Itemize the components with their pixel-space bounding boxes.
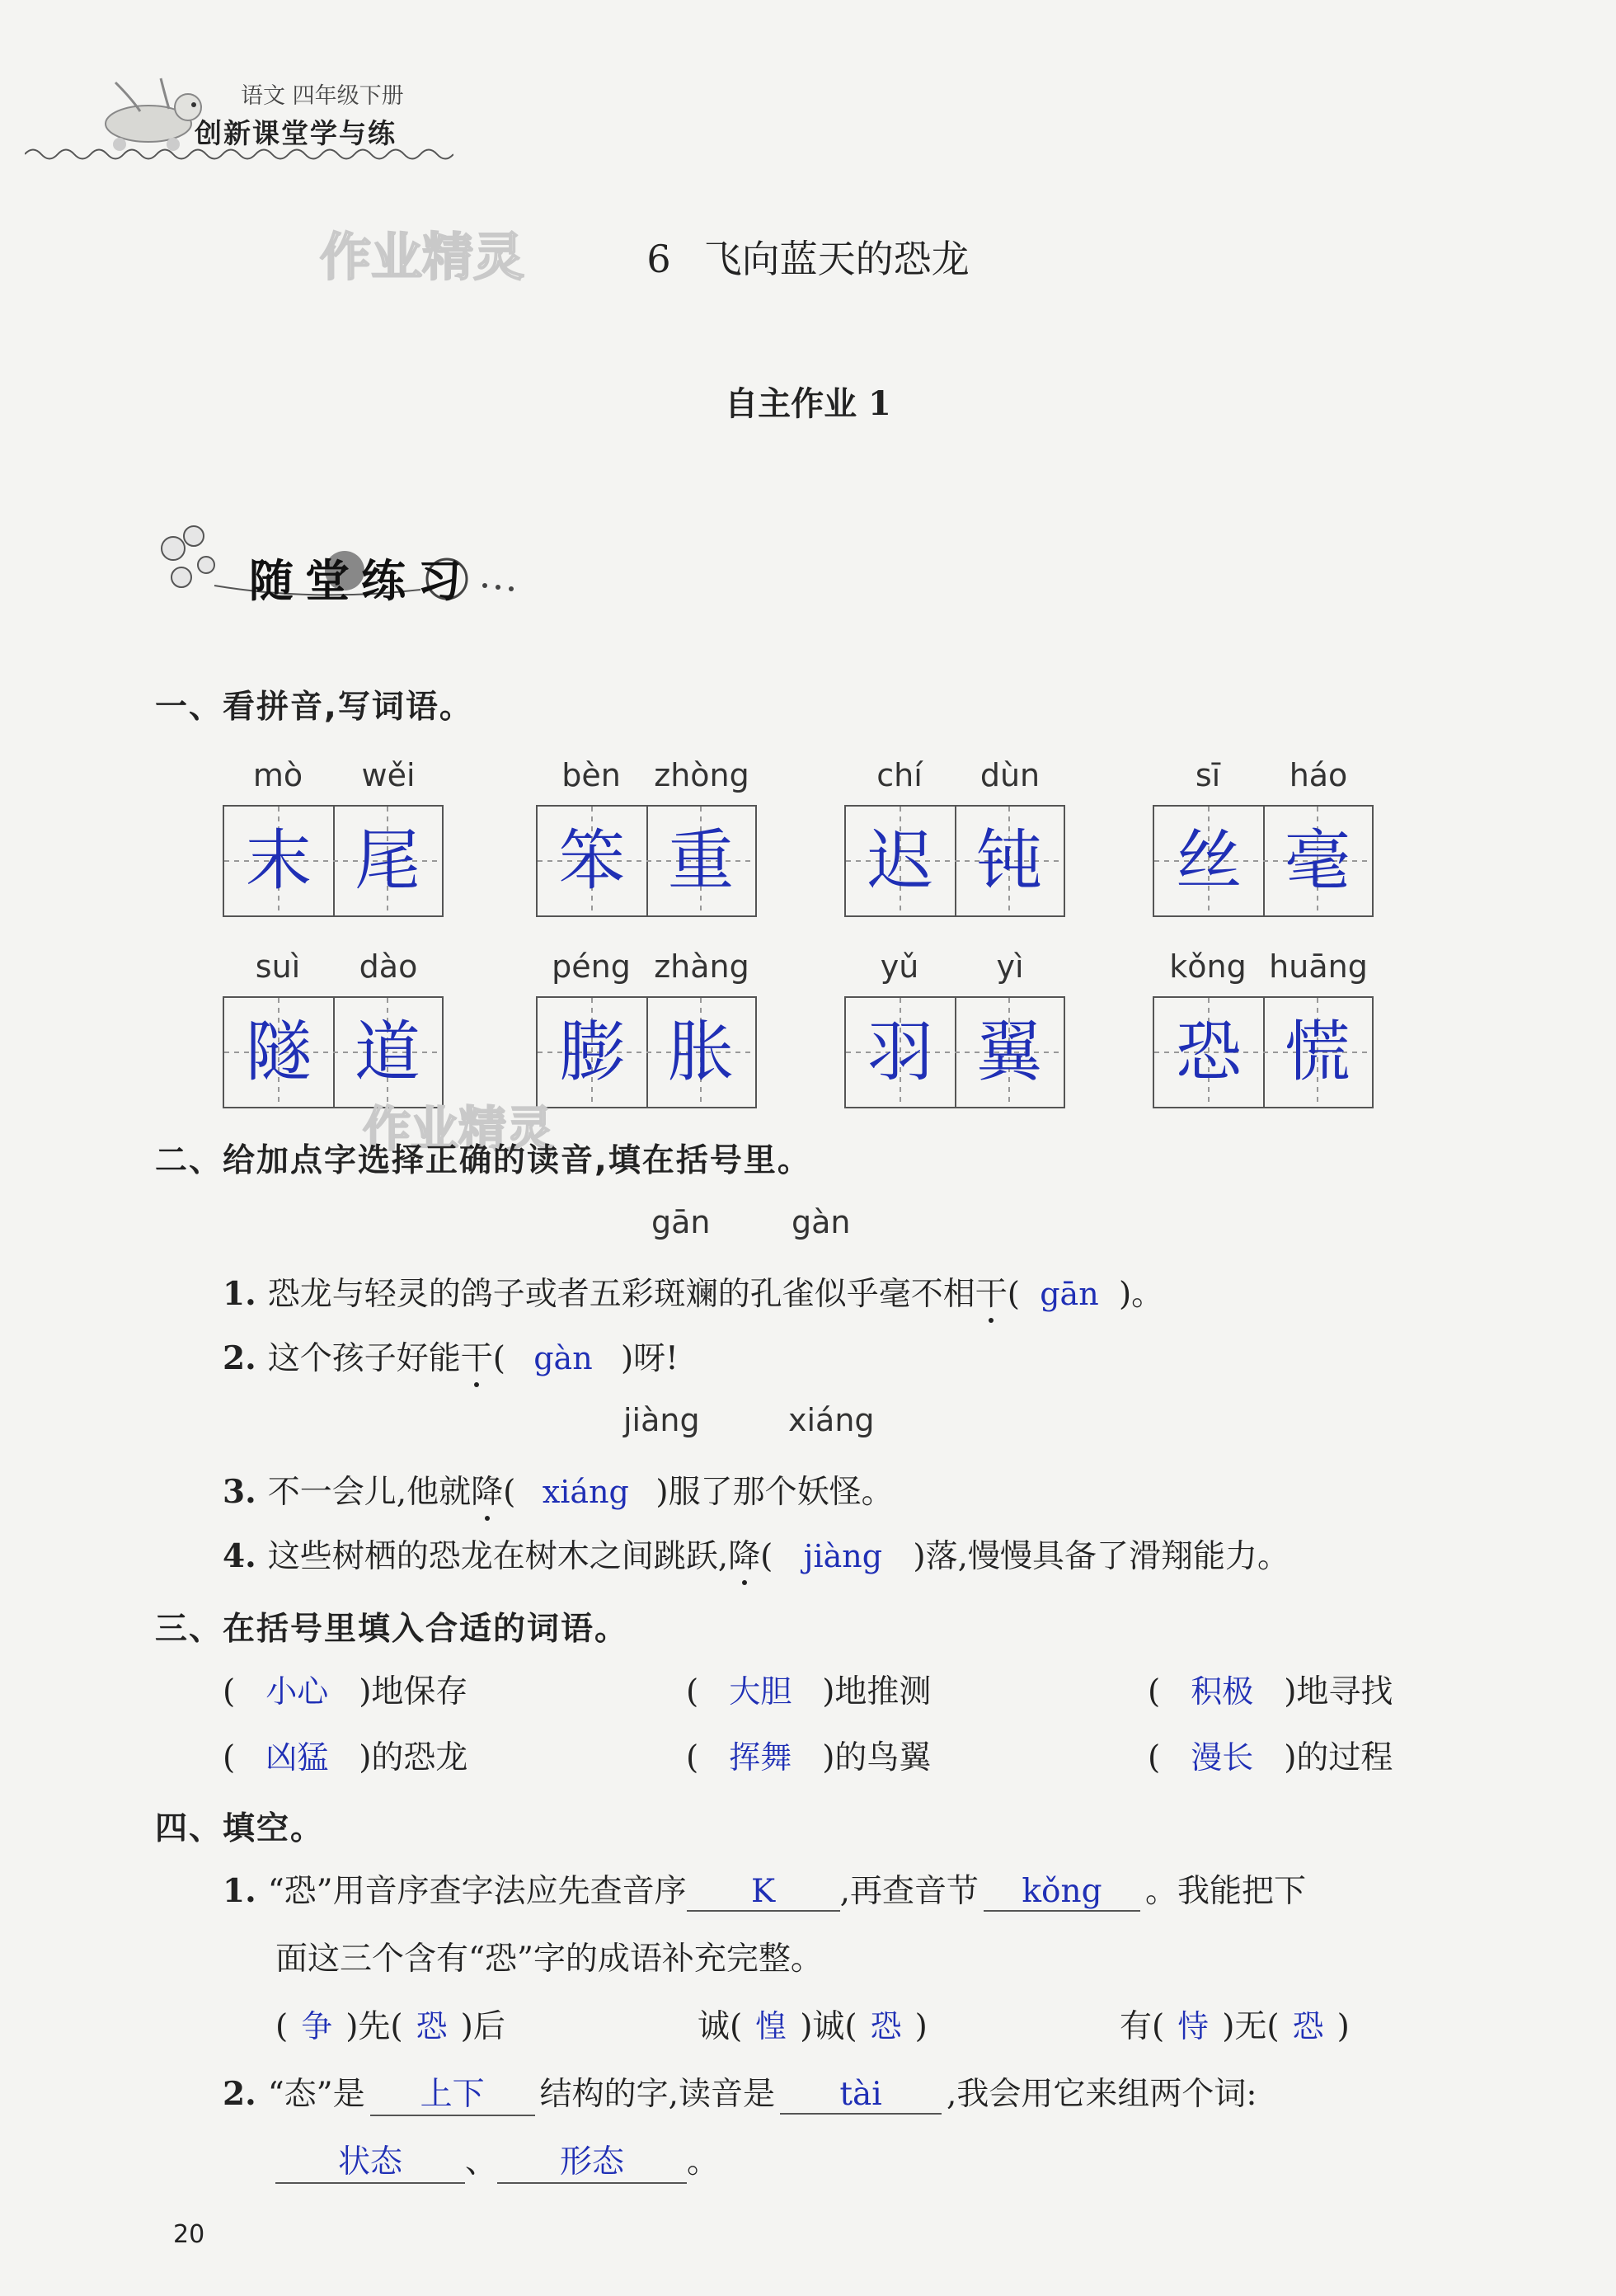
section2-title: 二、给加点字选择正确的读音,填在括号里。 (155, 1142, 811, 1179)
writing-grid (844, 996, 1065, 1108)
word-fill-4: ( 凶猛 )的恐龙 (223, 1739, 468, 1776)
written-character: 膨 (559, 1014, 625, 1090)
written-character: 丝 (1176, 822, 1242, 899)
written-character: 重 (668, 822, 734, 899)
writing-grid (1153, 805, 1374, 917)
watermark-top: 作业精灵 (320, 227, 525, 287)
pinyin-row (1153, 757, 1374, 807)
pinyin-row (223, 757, 444, 807)
written-character: 尾 (355, 822, 420, 899)
writing-cell[interactable] (333, 807, 442, 915)
section3-title: 三、在括号里填入合适的词语。 (155, 1611, 629, 1648)
answer-blank[interactable]: K (687, 1873, 840, 1912)
answer-blank[interactable]: 上下 (370, 2068, 535, 2116)
pinyin-row (1153, 948, 1374, 998)
answer-blank[interactable]: 状态 (275, 2136, 465, 2184)
page-number: 20 (173, 2220, 205, 2249)
answer-blank[interactable]: 形态 (497, 2136, 687, 2184)
pinyin-text: zhàng (654, 948, 749, 985)
writing-grid (1153, 996, 1374, 1108)
section4-title: 四、填空。 (155, 1810, 325, 1847)
written-character: 慌 (1285, 1014, 1351, 1090)
lesson-title (0, 229, 1616, 284)
written-character: 隧 (246, 1014, 312, 1090)
answer-blank[interactable]: gān (1040, 1276, 1099, 1312)
written-character: 胀 (668, 1014, 734, 1090)
idiom-1: ( 争 )先( 恐 )后 (275, 2008, 505, 2045)
pinyin-text: wěi (361, 757, 416, 793)
pinyin-text: zhòng (654, 757, 749, 793)
options2-a: jiàng (623, 1402, 700, 1438)
pinyin-text: suì (255, 948, 301, 985)
writing-cell[interactable] (1154, 998, 1265, 1107)
answer-blank[interactable]: xiáng (542, 1474, 629, 1510)
written-character: 末 (246, 822, 312, 899)
writing-cell[interactable] (224, 807, 335, 915)
question-2-2: 2. 这个孩子好能干( gàn )呀! (223, 1339, 679, 1377)
question-2-1: 1. 恐龙与轻灵的鸽子或者五彩斑斓的孔雀似乎毫不相干( gān )。 (223, 1275, 1164, 1313)
pinyin-row (536, 948, 757, 998)
writing-cell[interactable] (1263, 807, 1372, 915)
writing-cell[interactable] (1154, 807, 1265, 915)
idiom-2: 诚( 惶 )诚( 恐 ) (698, 2008, 928, 2045)
pinyin-row (536, 757, 757, 807)
written-character: 恐 (1176, 1014, 1242, 1090)
writing-cell[interactable] (646, 998, 755, 1107)
question-2-3: 3. 不一会儿,他就降( xiáng )服了那个妖怪。 (223, 1473, 894, 1511)
header-book-title: 创新课堂学与练 (195, 117, 397, 149)
dotted-char: 干 (975, 1276, 1008, 1313)
writing-cell[interactable] (955, 807, 1064, 915)
section1-title: 一、看拼音,写词语。 (155, 689, 473, 726)
pinyin-text: háo (1289, 757, 1348, 793)
answer-blank[interactable]: jiàng (803, 1538, 883, 1574)
writing-cell[interactable] (538, 998, 648, 1107)
options1-a: gān (651, 1204, 711, 1240)
dotted-char: 干 (460, 1340, 493, 1377)
writing-cell[interactable] (955, 998, 1064, 1107)
pinyin-text: mò (252, 757, 303, 793)
pinyin-text: péng (552, 948, 631, 985)
writing-cell[interactable] (846, 807, 956, 915)
header-subject: 语文 四年级下册 (241, 83, 404, 109)
writing-cell[interactable] (846, 998, 956, 1107)
pinyin-text: yì (996, 948, 1024, 985)
word-fill-6: ( 漫长 )的过程 (1148, 1739, 1393, 1776)
homework-title: 自主作业 1 (725, 384, 891, 423)
pinyin-row (844, 948, 1065, 998)
writing-cell[interactable] (224, 998, 335, 1107)
written-character: 道 (355, 1014, 420, 1090)
practice-badge (148, 511, 561, 622)
options1-b: gàn (792, 1204, 851, 1240)
word-fill-1: ( 小心 )地保存 (223, 1673, 468, 1710)
pinyin-text: sī (1195, 757, 1221, 793)
pinyin-row (223, 948, 444, 998)
writing-grid (536, 996, 757, 1108)
lesson-number: 6 (646, 237, 671, 281)
header-wave-divider (25, 145, 453, 163)
question-4-1-line2: 面这三个含有“恐”字的成语补充完整。 (275, 1941, 823, 1978)
pinyin-text: dùn (979, 757, 1041, 793)
written-character: 毫 (1285, 822, 1351, 899)
written-character: 钝 (976, 822, 1042, 899)
question-4-2-line2: 状态 、 形态 。 (275, 2136, 719, 2184)
pinyin-text: huāng (1269, 948, 1368, 985)
idiom-3: 有( 恃 )无( 恐 ) (1120, 2008, 1350, 2045)
question-4-2: 2. “态”是 上下 结构的字,读音是 tài ,我会用它来组两个词: (223, 2068, 1257, 2116)
pinyin-text: chí (876, 757, 923, 793)
word-fill-2: ( 大胆 )地推测 (686, 1673, 932, 1710)
word-fill-3: ( 积极 )地寻找 (1148, 1673, 1393, 1710)
writing-grid (223, 805, 444, 917)
answer-blank[interactable]: tài (780, 2076, 942, 2115)
badge-label: 随堂练习 (249, 555, 473, 607)
dotted-char: 降 (728, 1538, 761, 1575)
writing-grid (536, 805, 757, 917)
answer-blank[interactable]: gàn (533, 1340, 593, 1376)
question-2-4: 4. 这些树栖的恐龙在树木之间跳跃,降( jiàng )落,慢慢具备了滑翔能力。 (223, 1537, 1290, 1575)
pinyin-text: yǔ (880, 948, 919, 985)
answer-blank[interactable]: kǒng (984, 1873, 1140, 1912)
lesson-name: 飞向蓝天的恐龙 (703, 237, 970, 281)
pinyin-text: kǒng (1169, 948, 1247, 985)
watermark-middle: 作业精灵 (363, 1101, 555, 1157)
pinyin-text: dào (359, 948, 418, 985)
written-character: 笨 (559, 822, 625, 899)
word-fill-5: ( 挥舞 )的鸟翼 (686, 1739, 932, 1776)
written-character: 羽 (867, 1014, 933, 1090)
writing-cell[interactable] (646, 807, 755, 915)
written-character: 迟 (867, 822, 933, 899)
pinyin-text: bèn (561, 757, 621, 793)
writing-cell[interactable] (1263, 998, 1372, 1107)
writing-cell[interactable] (538, 807, 648, 915)
dotted-char: 降 (471, 1474, 504, 1511)
question-4-1: 1. “恐”用音序查字法应先查音序 K ,再查音节 kǒng 。我能把下 (223, 1872, 1307, 1910)
written-character: 翼 (976, 1014, 1042, 1090)
options2-b: xiáng (788, 1402, 875, 1438)
pinyin-row (844, 757, 1065, 807)
writing-grid (844, 805, 1065, 917)
